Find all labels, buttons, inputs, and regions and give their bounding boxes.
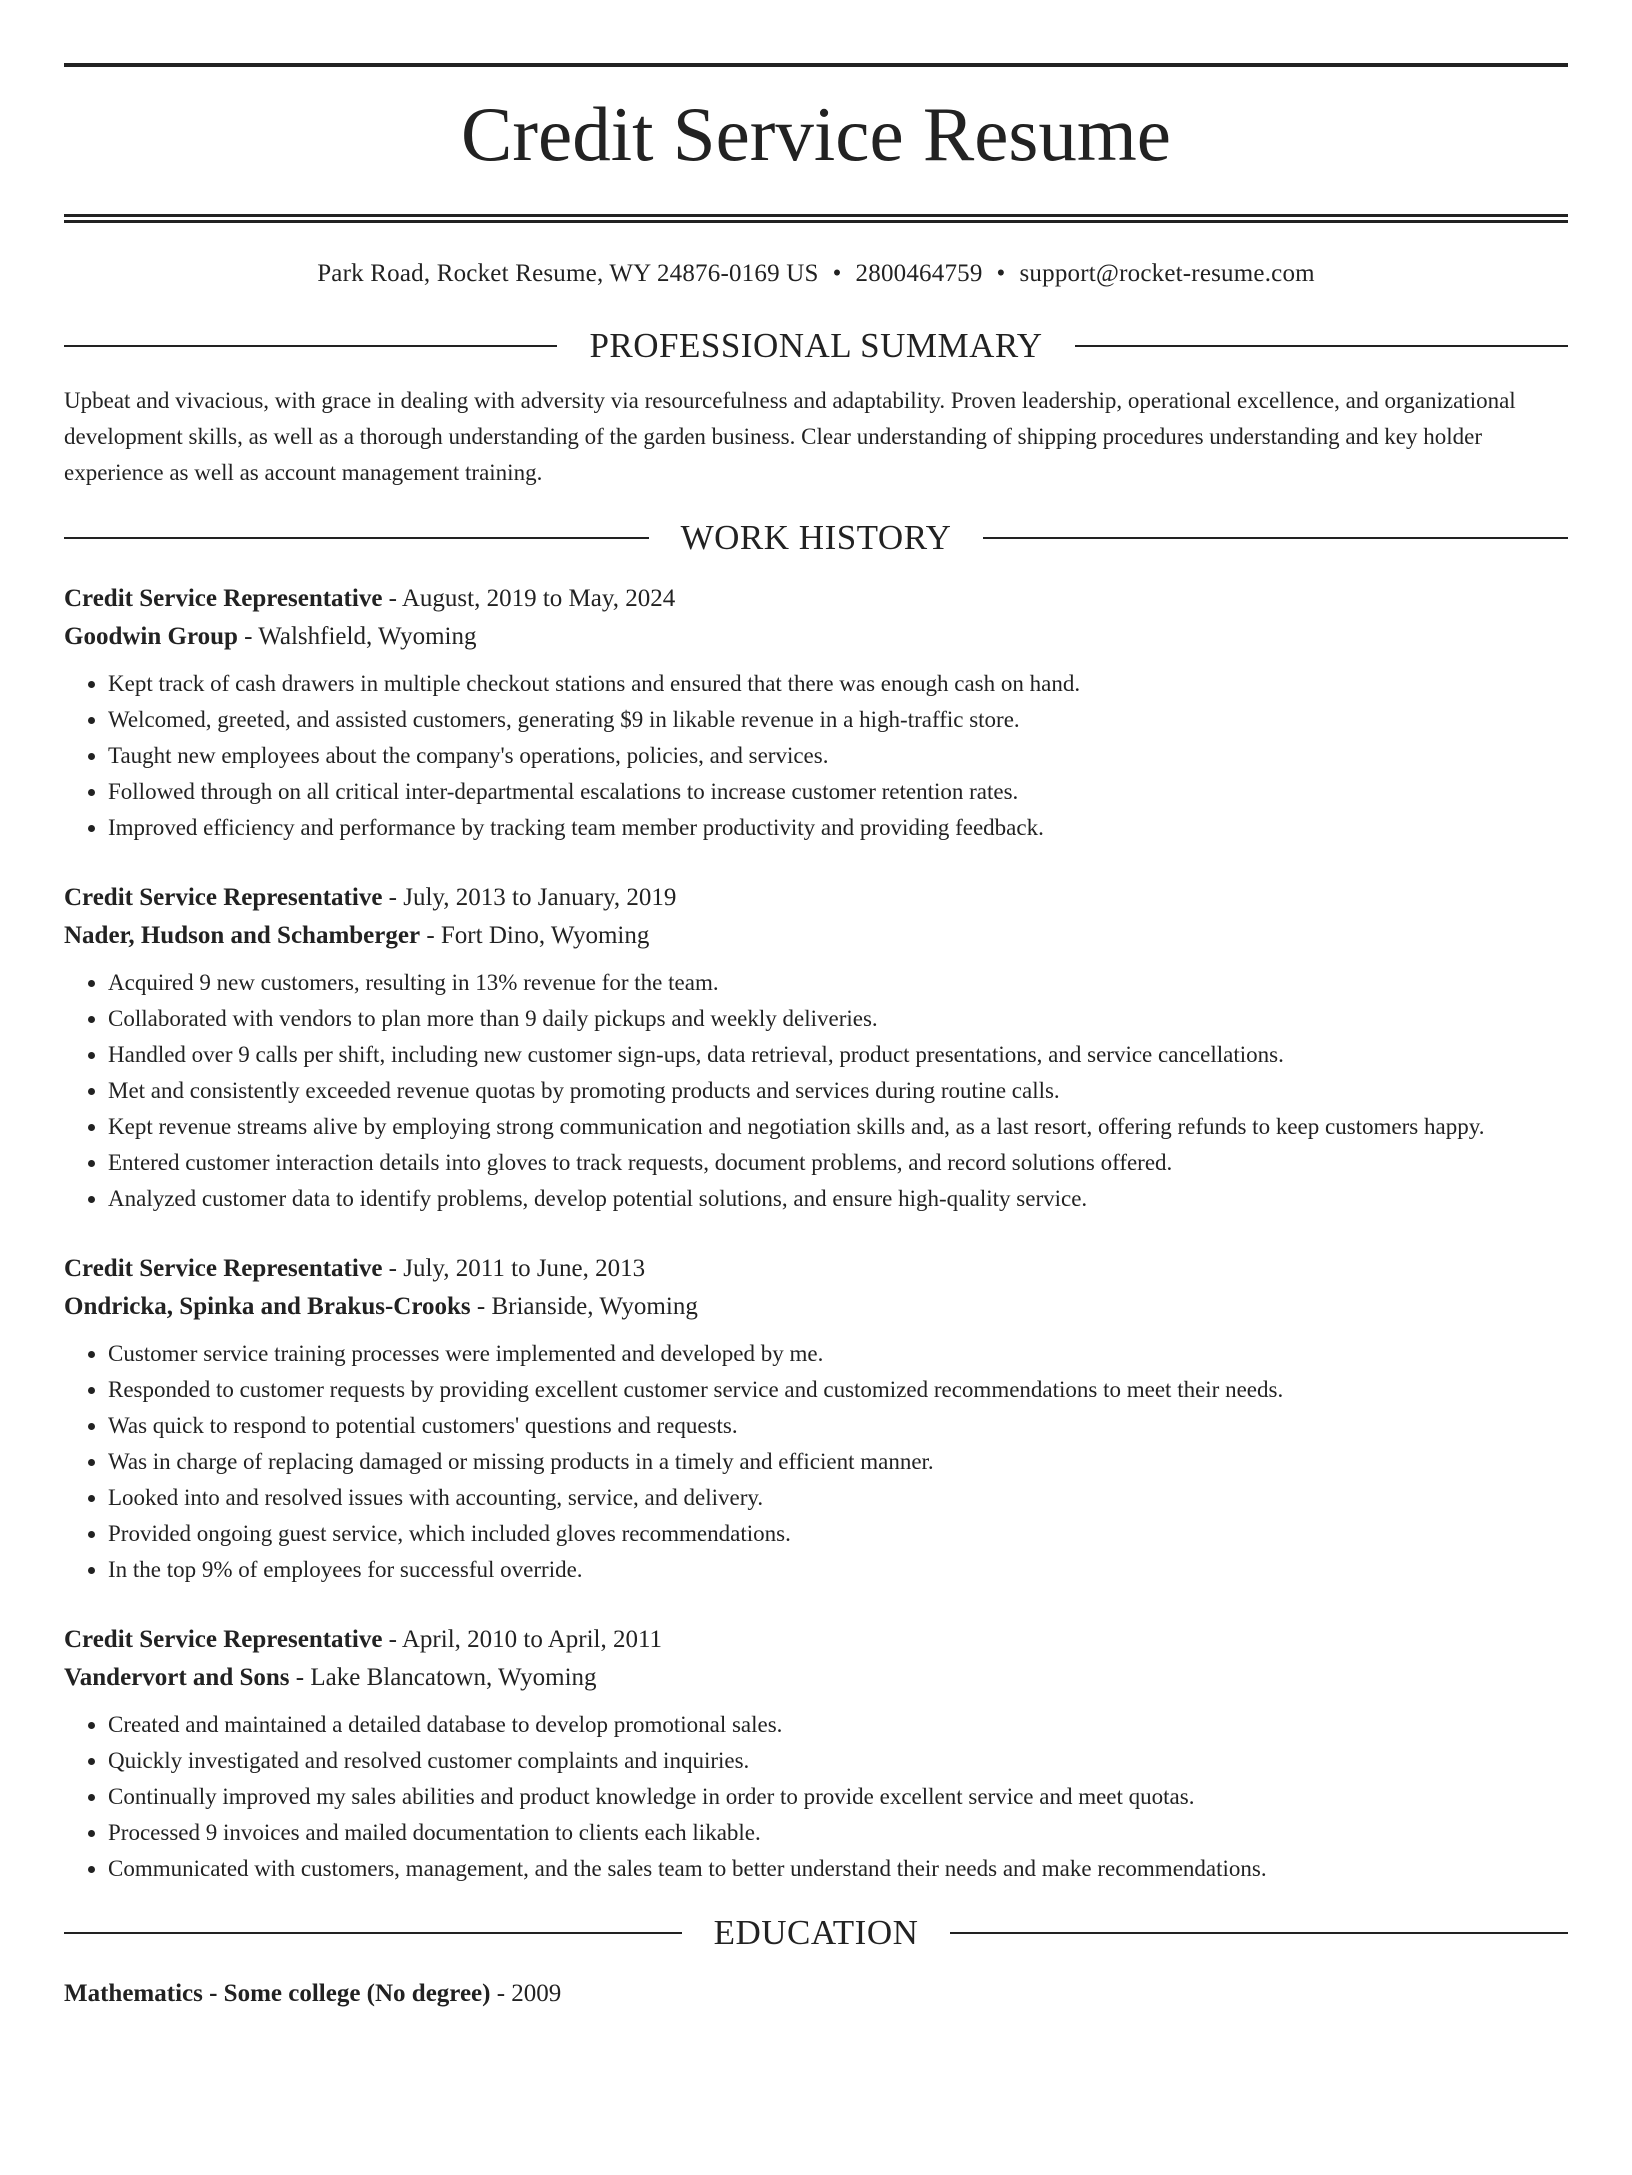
job-bullets xyxy=(64,965,1568,1217)
section-heading-work-history xyxy=(64,518,1568,558)
job-bullet: • Kept revenue streams alive by employing strong communication and negotiation skills and, as a last resort, offering refunds to keep customers happy. xyxy=(108,1109,1568,1145)
job-bullet: • Entered customer interaction details into gloves to track requests, document problems, and record solutions offered. xyxy=(108,1145,1568,1181)
section-heading-summary xyxy=(64,326,1568,366)
heading-rule-left xyxy=(64,537,649,539)
job-entry xyxy=(64,580,1568,846)
summary-text: Upbeat and vivacious, with grace in dealing with adversity via resourcefulness and adaptability. Proven leadership, operational excellence, and organizational development skills, as well as a thorough understanding of the garden business. Clear understanding of shipping procedures understanding and key holder experience as well as account management training. xyxy=(64,388,1516,485)
job-bullet: • Provided ongoing guest service, which included gloves recommendations. xyxy=(108,1516,1568,1552)
contact-line xyxy=(64,259,1568,289)
job-company-line xyxy=(64,917,1568,955)
job-bullet: • Customer service training processes were implemented and developed by me. xyxy=(108,1336,1568,1372)
job-dates: - August, 2019 to May, 2024 xyxy=(382,585,676,612)
education-entry xyxy=(64,1975,1568,2013)
job-bullet: • Collaborated with vendors to plan more than 9 daily pickups and weekly deliveries. xyxy=(108,1001,1568,1037)
section-heading-label: WORK HISTORY xyxy=(680,518,952,557)
contact-address: Park Road, Rocket Resume, WY 24876-0169 US xyxy=(317,260,819,287)
job-dates: - July, 2011 to June, 2013 xyxy=(382,1255,646,1282)
education-degree: Mathematics - Some college (No degree) xyxy=(64,1980,491,2007)
contact-email: support@rocket-resume.com xyxy=(1019,260,1315,287)
job-dates: - July, 2013 to January, 2019 xyxy=(382,884,677,911)
job-bullet: • Welcomed, greeted, and assisted customers, generating $9 in likable revenue in a high-traffic store. xyxy=(108,702,1568,738)
job-company-line xyxy=(64,1288,1568,1326)
job-entry xyxy=(64,1621,1568,1887)
job-entry xyxy=(64,1250,1568,1588)
job-entry xyxy=(64,879,1568,1217)
job-title: Credit Service Representative xyxy=(64,1255,383,1282)
job-bullet: • Met and consistently exceeded revenue quotas by promoting products and services during routine calls. xyxy=(108,1073,1568,1109)
section-heading-label: EDUCATION xyxy=(713,1913,919,1952)
heading-rule-left xyxy=(64,1932,682,1934)
job-title: Credit Service Representative xyxy=(64,1626,383,1653)
job-company: Nader, Hudson and Schamberger xyxy=(64,922,421,949)
job-company-line xyxy=(64,1659,1568,1697)
job-bullet: • Processed 9 invoices and mailed documentation to clients each likable. xyxy=(108,1815,1568,1851)
contact-separator: • xyxy=(996,260,1006,287)
resume-page xyxy=(0,63,1632,2175)
job-bullet: • Continually improved my sales abilities and product knowledge in order to provide excellent service and meet quotas. xyxy=(108,1779,1568,1815)
job-location: - Brianside, Wyoming xyxy=(470,1293,698,1320)
job-bullet: • Taught new employees about the company's operations, policies, and services. xyxy=(108,738,1568,774)
job-bullet: • Analyzed customer data to identify problems, develop potential solutions, and ensure high-quality service. xyxy=(108,1181,1568,1217)
job-bullet: • Was in charge of replacing damaged or missing products in a timely and efficient manner. xyxy=(108,1444,1568,1480)
heading-rule-right xyxy=(983,537,1568,539)
title-double-rule xyxy=(64,214,1568,223)
heading-rule-left xyxy=(64,345,557,347)
heading-rule-right xyxy=(950,1932,1568,1934)
section-heading-education xyxy=(64,1913,1568,1953)
section-heading-label: PROFESSIONAL SUMMARY xyxy=(589,326,1043,365)
job-location: - Walshfield, Wyoming xyxy=(237,623,477,650)
top-rule xyxy=(64,63,1568,67)
job-bullet: • In the top 9% of employees for successful override. xyxy=(108,1552,1568,1588)
education-year: - 2009 xyxy=(490,1980,562,2007)
job-title-line xyxy=(64,580,1568,618)
job-bullet: • Handled over 9 calls per shift, including new customer sign-ups, data retrieval, product presentations, and service cancellations. xyxy=(108,1037,1568,1073)
job-bullet: • Was quick to respond to potential customers' questions and requests. xyxy=(108,1408,1568,1444)
job-company-line xyxy=(64,618,1568,656)
job-title: Credit Service Representative xyxy=(64,884,383,911)
job-bullet: • Quickly investigated and resolved customer complaints and inquiries. xyxy=(108,1743,1568,1779)
job-bullet: • Responded to customer requests by providing excellent customer service and customized recommendations to meet their needs. xyxy=(108,1372,1568,1408)
contact-phone: 2800464759 xyxy=(855,260,983,287)
job-title-line xyxy=(64,879,1568,917)
job-title-line xyxy=(64,1621,1568,1659)
job-location: - Lake Blancatown, Wyoming xyxy=(289,1664,597,1691)
job-dates: - April, 2010 to April, 2011 xyxy=(382,1626,663,1653)
job-bullet: • Created and maintained a detailed database to develop promotional sales. xyxy=(108,1707,1568,1743)
job-bullets xyxy=(64,666,1568,846)
job-bullet: • Looked into and resolved issues with accounting, service, and delivery. xyxy=(108,1480,1568,1516)
contact-separator: • xyxy=(832,260,842,287)
job-title-line xyxy=(64,1250,1568,1288)
job-bullets xyxy=(64,1707,1568,1887)
job-title: Credit Service Representative xyxy=(64,585,383,612)
job-bullet: • Improved efficiency and performance by tracking team member productivity and providing feedback. xyxy=(108,810,1568,846)
job-company: Goodwin Group xyxy=(64,623,238,650)
job-bullets xyxy=(64,1336,1568,1588)
resume-title: Credit Service Resume xyxy=(461,91,1171,177)
job-bullet: • Kept track of cash drawers in multiple checkout stations and ensured that there was enough cash on hand. xyxy=(108,666,1568,702)
job-bullet: • Communicated with customers, management, and the sales team to better understand their needs and make recommendations. xyxy=(108,1851,1568,1887)
job-bullet: • Acquired 9 new customers, resulting in 13% revenue for the team. xyxy=(108,965,1568,1001)
job-company: Vandervort and Sons xyxy=(64,1664,290,1691)
job-bullet: • Followed through on all critical inter-departmental escalations to increase customer retention rates. xyxy=(108,774,1568,810)
job-location: - Fort Dino, Wyoming xyxy=(420,922,650,949)
job-company: Ondricka, Spinka and Brakus-Crooks xyxy=(64,1293,471,1320)
heading-rule-right xyxy=(1075,345,1568,347)
